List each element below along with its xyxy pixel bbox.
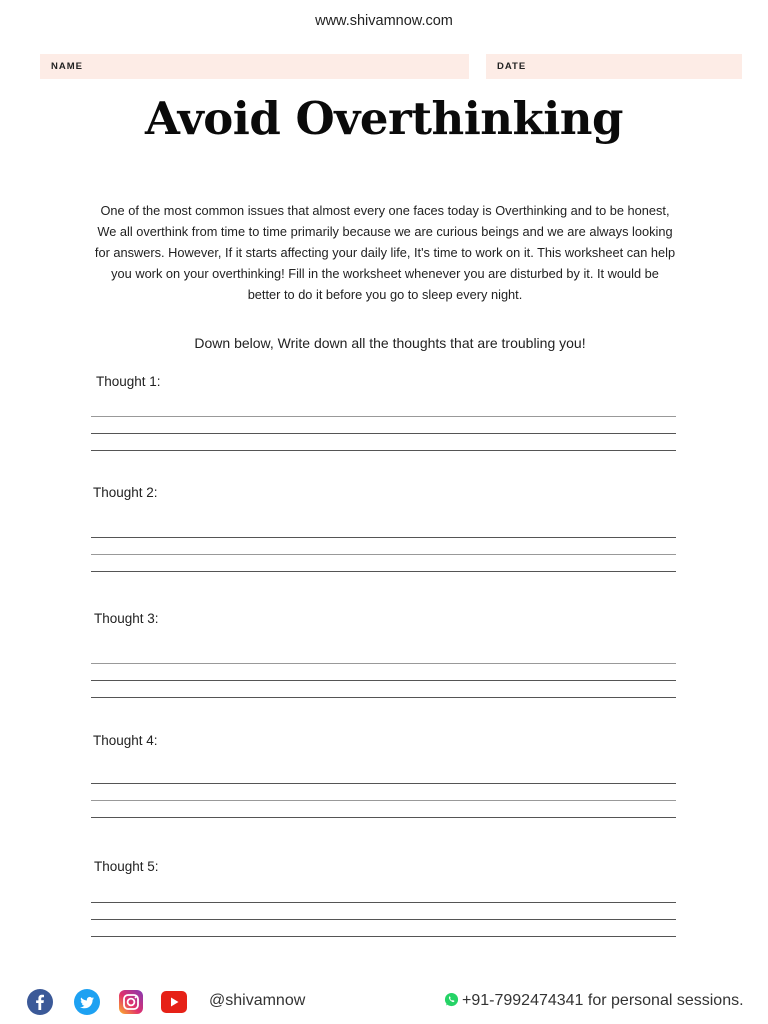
date-label: DATE xyxy=(497,61,527,72)
thought-2-line-3[interactable] xyxy=(91,571,676,572)
footer xyxy=(0,987,768,1017)
thought-5-label: Thought 5: xyxy=(94,859,159,874)
contact-info xyxy=(444,992,744,1010)
thought-4-line-1[interactable] xyxy=(91,783,676,784)
name-field[interactable] xyxy=(40,54,469,79)
thought-4-line-2[interactable] xyxy=(91,800,676,801)
thought-4-label: Thought 4: xyxy=(93,733,158,748)
thought-5-line-2[interactable] xyxy=(91,919,676,920)
date-field[interactable] xyxy=(486,54,742,79)
thought-5-line-3[interactable] xyxy=(91,936,676,937)
website-url: www.shivamnow.com xyxy=(315,13,453,29)
thought-4-line-3[interactable] xyxy=(91,817,676,818)
contact-text: +91-7992474341 for personal sessions. xyxy=(462,992,744,1009)
thought-2-line-2[interactable] xyxy=(91,554,676,555)
thought-1-line-1[interactable] xyxy=(91,416,676,417)
instruction-text: Down below, Write down all the thoughts that are troubling you! xyxy=(194,335,586,351)
twitter-icon[interactable] xyxy=(74,989,100,1015)
name-label: NAME xyxy=(51,61,83,72)
thought-3-line-2[interactable] xyxy=(91,680,676,681)
intro-paragraph: One of the most common issues that almost every one faces today is Overthinking and to be honest, We all overthink from time to time primarily because we are curious beings and we are always looking for answers. However, If it starts affecting your daily life, It's time to work on it. This worksheet can help you work on your overthinking! Fill in the worksheet whenever you are disturbed by it. It would be better to do it before you go to sleep every night. xyxy=(94,203,676,302)
instagram-icon[interactable] xyxy=(118,989,144,1015)
thought-1-line-2[interactable] xyxy=(91,433,676,434)
social-handle: @shivamnow xyxy=(209,992,306,1009)
thought-3-line-3[interactable] xyxy=(91,697,676,698)
youtube-icon[interactable] xyxy=(161,989,187,1015)
facebook-icon[interactable] xyxy=(27,989,53,1015)
thought-3-label: Thought 3: xyxy=(94,611,159,626)
thought-3-line-1[interactable] xyxy=(91,663,676,664)
thought-1-line-3[interactable] xyxy=(91,450,676,451)
thought-2-label: Thought 2: xyxy=(93,485,158,500)
thought-2-line-1[interactable] xyxy=(91,537,676,538)
page-title: Avoid Overthinking xyxy=(145,92,623,145)
thought-5-line-1[interactable] xyxy=(91,902,676,903)
thought-1-label: Thought 1: xyxy=(96,374,161,389)
whatsapp-icon[interactable] xyxy=(444,992,459,1007)
